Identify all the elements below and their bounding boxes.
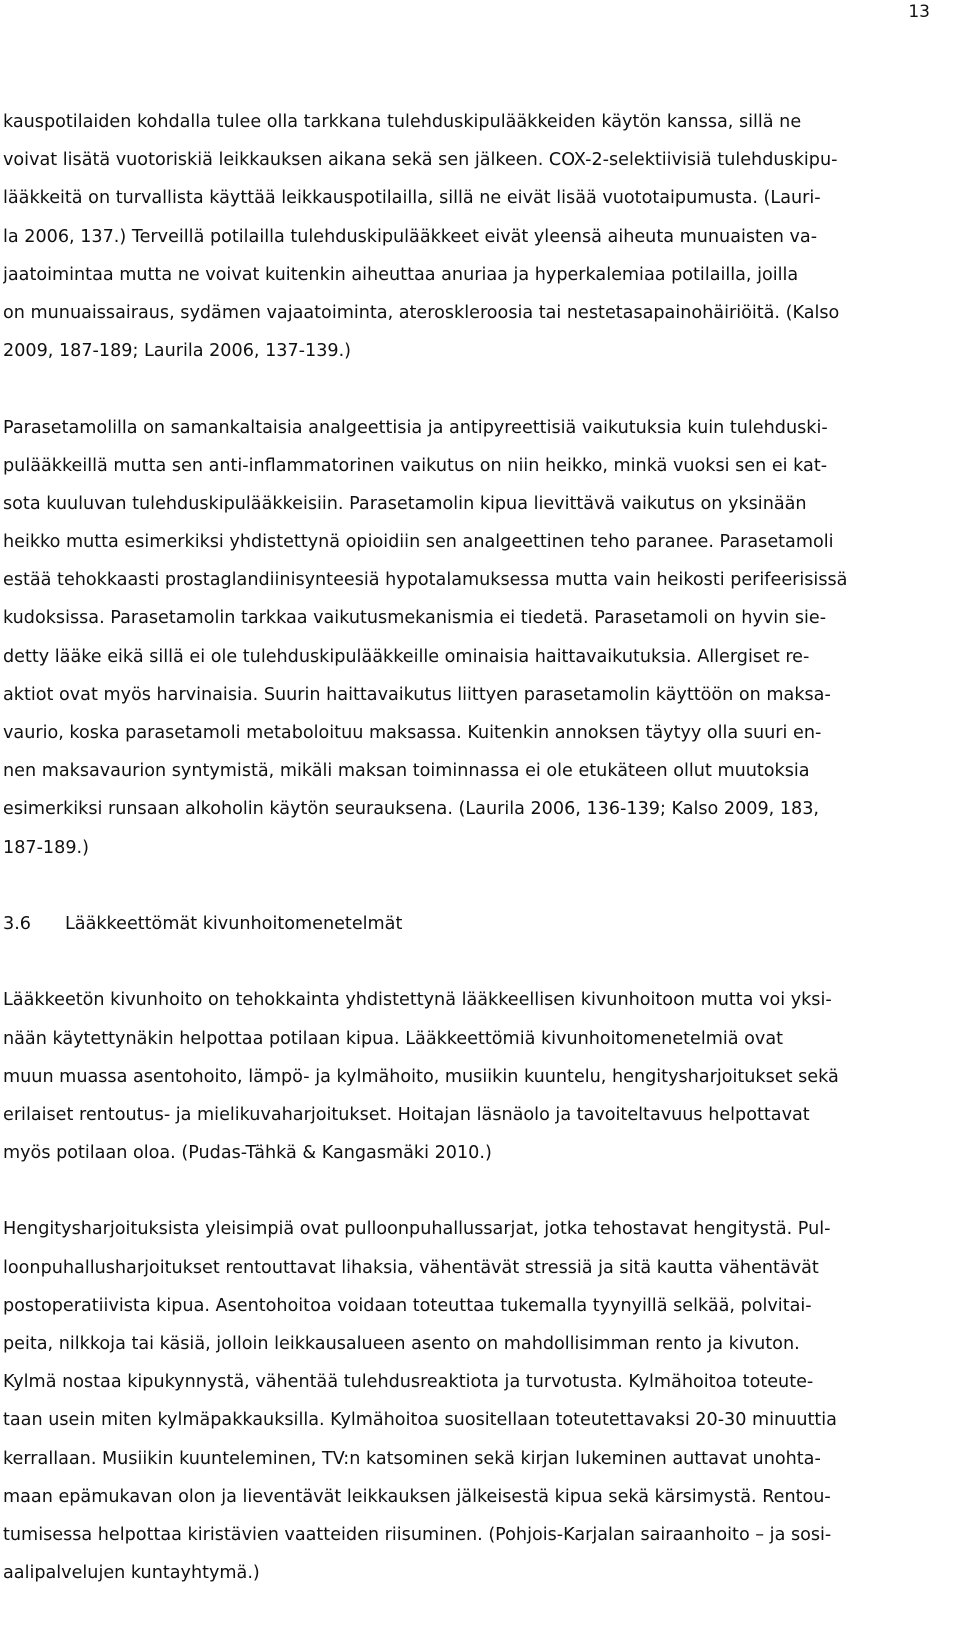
paragraph-spacer bbox=[3, 370, 955, 408]
text-line: taan usein miten kylmäpakkauksilla. Kylmähoitoa suositellaan toteutettavaksi 20-30 minuuttia bbox=[3, 1410, 837, 1431]
text-line: Parasetamolilla on samankaltaisia analgeettisia ja antipyreettisiä vaikutuksia kuin tulehduski- bbox=[3, 417, 828, 438]
section-number: 3.6 bbox=[3, 913, 31, 934]
text-line: loonpuhallusharjoitukset rentouttavat lihaksia, vähentävät stressiä ja sitä kautta vähentävät bbox=[3, 1257, 819, 1278]
paragraph-breathing-exercises bbox=[3, 1210, 955, 1592]
paragraph-nsaid-risks bbox=[3, 103, 955, 370]
text-line: 2009, 187-189; Laurila 2006, 137-139.) bbox=[3, 341, 352, 362]
text-line: on munuaissairaus, sydämen vajaatoiminta, ateroskleroosia tai nestetasapainohäiriöitä. (Kalso bbox=[3, 302, 840, 323]
paragraph-spacer bbox=[3, 1172, 955, 1210]
section-title: Lääkkeettömät kivunhoitomenetelmät bbox=[65, 913, 403, 934]
text-line: lääkkeitä on turvallista käyttää leikkauspotilailla, sillä ne eivät lisää vuototaipumusta. (Lauri- bbox=[3, 188, 821, 209]
text-line: muun muassa asentohoito, lämpö- ja kylmähoito, musiikin kuuntelu, hengitysharjoitukset sekä bbox=[3, 1066, 839, 1087]
paragraph-paracetamol bbox=[3, 409, 955, 867]
page-number: 13 bbox=[908, 2, 930, 22]
text-line: detty lääke eikä sillä ei ole tulehduskipulääkkeille ominaisia haittavaikutuksia. Allergiset re- bbox=[3, 646, 810, 667]
text-line: jaatoimintaa mutta ne voivat kuitenkin aiheuttaa anuriaa ja hyperkalemiaa potilailla, joilla bbox=[3, 264, 799, 285]
text-line: estää tehokkaasti prostaglandiinisynteesiä hypotalamuksessa mutta vain heikosti perifeerisissä bbox=[3, 570, 848, 591]
text-line: 187-189.) bbox=[3, 837, 89, 858]
text-line: heikko mutta esimerkiksi yhdistettynä opioidiin sen analgeettinen teho paranee. Parasetamoli bbox=[3, 532, 834, 553]
text-line: la 2006, 137.) Terveillä potilailla tulehduskipulääkkeet eivät yleensä aiheuta munuaisten va- bbox=[3, 226, 818, 247]
text-line: aktiot ovat myös harvinaisia. Suurin haittavaikutus liittyen parasetamolin käyttöön on maksa- bbox=[3, 684, 831, 705]
section-heading bbox=[3, 905, 955, 943]
text-line: kauspotilaiden kohdalla tulee olla tarkkana tulehduskipulääkkeiden käytön kanssa, sillä ne bbox=[3, 112, 802, 132]
text-line: Kylmä nostaa kipukynnystä, vähentää tulehdusreaktiota ja turvotusta. Kylmähoitoa toteute- bbox=[3, 1372, 814, 1393]
text-line: Hengitysharjoituksista yleisimpiä ovat pulloonpuhallussarjat, jotka tehostavat hengitystä. Pul- bbox=[3, 1219, 831, 1240]
text-line: esimerkiksi runsaan alkoholin käytön seurauksena. (Laurila 2006, 136-139; Kalso 2009, 183, bbox=[3, 799, 820, 820]
text-line: peita, nilkkoja tai käsiä, jolloin leikkausalueen asento on mahdollisimman rento ja kivuton. bbox=[3, 1334, 800, 1354]
page-content bbox=[3, 103, 955, 1592]
paragraph-spacer bbox=[3, 943, 955, 981]
paragraph-spacer bbox=[3, 867, 955, 905]
text-line: kudoksissa. Parasetamolin tarkkaa vaikutusmekanismia ei tiedetä. Parasetamoli on hyvin sie- bbox=[3, 608, 827, 629]
text-line: myös potilaan oloa. (Pudas-Tähkä & Kangasmäki 2010.) bbox=[3, 1143, 492, 1164]
text-line: pulääkkeillä mutta sen anti-inflammatorinen vaikutus on niin heikko, minkä vuoksi sen ei kat- bbox=[3, 455, 828, 476]
text-line: erilaiset rentoutus- ja mielikuvaharjoitukset. Hoitajan läsnäolo ja tavoiteltavuus helpottavat bbox=[3, 1104, 810, 1125]
text-line: voivat lisätä vuotoriskiä leikkauksen aikana sekä sen jälkeen. COX-2-selektiivisiä tulehduskipu- bbox=[3, 150, 838, 171]
text-line: maan epämukavan olon ja lieventävät leikkauksen jälkeisestä kipua sekä kärsimystä. Rentou- bbox=[3, 1486, 831, 1507]
text-line: sota kuuluvan tulehduskipulääkkeisiin. Parasetamolin kipua lievittävä vaikutus on yksinään bbox=[3, 493, 807, 514]
text-line: kerrallaan. Musiikin kuunteleminen, TV:n katsominen sekä kirjan lukeminen auttavat unohta- bbox=[3, 1448, 821, 1469]
text-line: tumisessa helpottaa kiristävien vaatteiden riisuminen. (Pohjois-Karjalan sairaanhoito – ja sosi- bbox=[3, 1524, 832, 1545]
text-line: vaurio, koska parasetamoli metaboloituu maksassa. Kuitenkin annoksen täytyy olla suuri en- bbox=[3, 723, 822, 743]
text-line: Lääkkeetön kivunhoito on tehokkainta yhdistettynä lääkkeellisen kivunhoitoon mutta voi yksi- bbox=[3, 990, 832, 1011]
text-line: aalipalvelujen kuntayhtymä.) bbox=[3, 1563, 260, 1584]
text-line: postoperatiivista kipua. Asentohoitoa voidaan toteuttaa tukemalla tyynyillä selkää, polvitai- bbox=[3, 1295, 812, 1316]
text-line: nään käytettynäkin helpottaa potilaan kipua. Lääkkeettömiä kivunhoitomenetelmiä ovat bbox=[3, 1028, 784, 1049]
paragraph-non-drug-pain-relief bbox=[3, 981, 955, 1172]
text-line: nen maksavaurion syntymistä, mikäli maksan toiminnassa ei ole etukäteen ollut muutoksia bbox=[3, 761, 810, 782]
